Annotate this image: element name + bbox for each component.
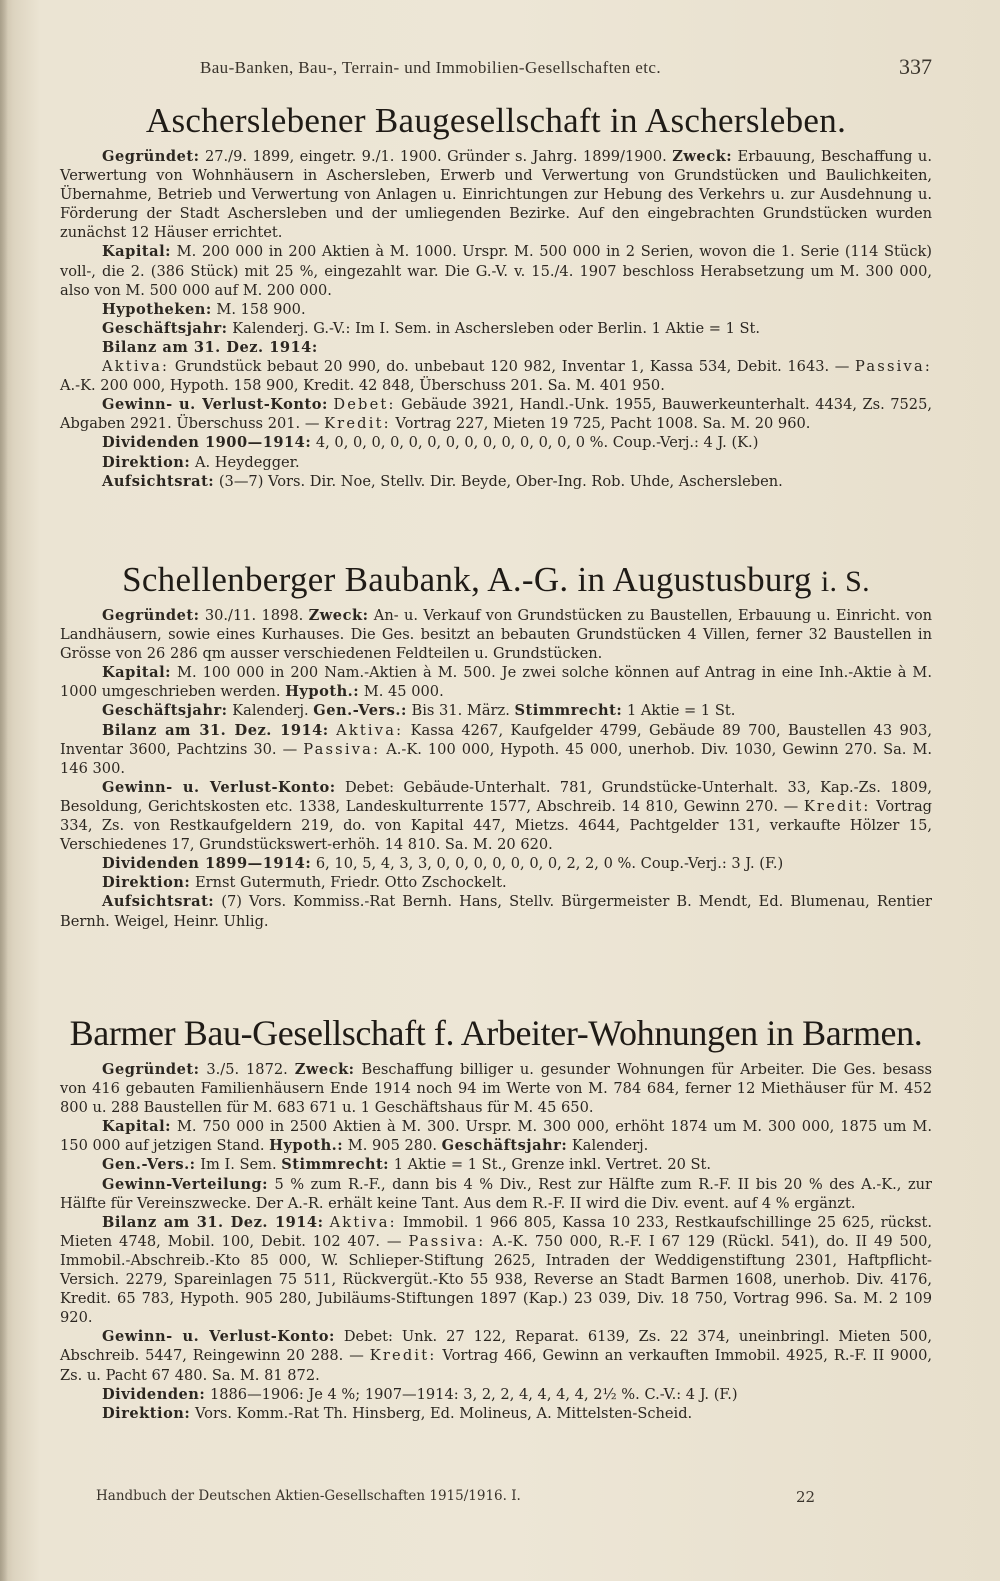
field-label: Kapital: (102, 243, 172, 261)
entry-paragraph (60, 1155, 932, 1174)
field-text: An- u. Verkauf von Grundstücken zu Baustellen, Erbauung u. Einricht. von Landhäusern, sowie eines Kurhauses. Die Ges. besitzt an bebauten Grundstücken 4 Villen, ferner 32 Baustellen in Grösse von 26 286 qm ausser verschiedenen Feldteilen u. Grundstücken. (60, 607, 933, 663)
field-text: 1886—1906: Je 4 %; 1907—1914: 3, 2, 2, 4, 4, 4, 4, 2½ %. C.-V.: 4 J. (F.) (209, 1385, 738, 1403)
field-sublabel: Aktiva: (336, 721, 404, 739)
field-sublabel: Aktiva: (329, 1213, 397, 1231)
company-title (60, 560, 932, 600)
entry-paragraph (60, 1404, 932, 1423)
field-label: Gen.-Vers.: (102, 1156, 196, 1174)
entry-paragraph (60, 873, 932, 892)
field-text: Debet: Unk. 27 122, Reparat. 6139, Zs. 22 374, uneinbringl. Mieten 500, Abschreib. 5447, Reingewinn 20 288. — (60, 1328, 933, 1365)
field-label: Aufsichtsrat: (102, 893, 215, 911)
field-label: Gegründet: (102, 607, 200, 624)
field-text: M. 750 000 in 2500 Aktien à M. 300. Urspr. M. 300 000, erhöht 1874 um M. 300 000, 1875 um M. 150 000 auf jetzigen Stand. (60, 1118, 932, 1155)
entry-body (60, 1060, 932, 1423)
field-text: M. 200 000 in 200 Aktien à M. 1000. Urspr. M. 500 000 in 2 Serien, wovon die 1. Serie (114 Stück) voll-, die 2. (386 Stück) mit 25 %, eingezahlt war. Die G.-V. v. 15./4. 1907 beschloss Herabsetzung um M. 300 000, also von M. 500 000 auf M. 200 000. (60, 243, 932, 299)
entry-paragraph (60, 606, 932, 663)
field-sublabel: Aktiva: (102, 358, 170, 376)
entry-paragraph (60, 1175, 932, 1213)
field-text: Bis 31. März. (411, 702, 510, 720)
entry-paragraph (60, 854, 932, 873)
field-label: Geschäftsjahr: (441, 1137, 568, 1155)
field-label: Aufsichtsrat: (102, 472, 215, 490)
field-label: Stimmrecht: (281, 1156, 390, 1174)
page-binding-shadow (0, 0, 8, 1581)
field-sublabel: Kredit: (803, 797, 871, 815)
company-entry-aschersleben (60, 101, 932, 491)
field-label: Bilanz am 31. Dez. 1914: (102, 1213, 324, 1231)
company-title-main: Schellenberger Baubank, A.-G. in Augustusburg (122, 560, 812, 599)
field-label: Stimmrecht: (514, 702, 623, 720)
field-text: Vortrag 334, Zs. von Restkaufgeldern 219, do. von Kapital 447, Mietzs. 4644, Pachtgelder 131, verkaufte Hölzer 15, Verschiedenes 17, Grundstückswert-erhöh. 14 810. Sa. M. 20 620. (60, 797, 932, 854)
field-text: Vortrag 227, Mieten 19 725, Pacht 1008. Sa. M. 20 960. (395, 415, 811, 433)
entry-paragraph (60, 300, 932, 319)
entry-paragraph (60, 701, 932, 720)
field-label: Dividenden 1900—1914: (102, 434, 312, 452)
field-label: Kapital: (102, 1118, 172, 1136)
field-text: 3./5. 1872. (206, 1061, 288, 1078)
field-text: Debet: Gebäude-Unterhalt. 781, Grundstücke-Unterhalt. 33, Kap.-Zs. 1809, Besoldung, Gerichtskosten etc. 1338, Landeskulturrente 1577, Abschreib. 14 810, Gewinn 270. — (60, 778, 932, 815)
running-title: Bau-Banken, Bau-, Terrain- und Immobilien-Gesellschaften etc. (200, 58, 661, 77)
entry-paragraph (60, 1327, 932, 1384)
field-text: Erbauung, Beschaffung u. Verwertung von Wohnhäusern in Aschersleben, Erwerb und Verwertung von Grundstücken und Baulichkeiten, Übernahme, Betrieb und Verwertung von Anlagen u. Einrichtungen zur Hebung des Verkehrs u. zur Ausdehnung u. Förderung der Stadt Aschersleben und der umliegenden Bezirke. Auf den eingebrachten Grundstücken wurden zunächst 12 Häuser errichtet. (60, 148, 932, 242)
field-label: Gewinn- u. Verlust-Konto: (102, 778, 336, 796)
field-label: Direktion: (102, 453, 191, 471)
field-text: Vors. Komm.-Rat Th. Hinsberg, Ed. Molineus, A. Mittelsten-Scheid. (194, 1404, 693, 1422)
field-label: Gen.-Vers.: (313, 702, 407, 720)
entry-paragraph (60, 319, 932, 338)
field-text: (7) Vors. Kommiss.-Rat Bernh. Hans, Stellv. Bürgermeister B. Mendt, Ed. Blumenau, Rentier Bernh. Weigel, Heinr. Uhlig. (60, 893, 933, 930)
field-label: Direktion: (102, 1404, 191, 1422)
field-text: 27./9. 1899, eingetr. 9./1. 1900. Gründer s. Jahrg. 1899/1900. (204, 148, 667, 165)
field-text: Kalenderj. (571, 1137, 649, 1155)
entry-body (60, 147, 932, 491)
field-text: 5 % zum R.-F., dann bis 4 % Div., Rest zur Hälfte zum R.-F. II bis 20 % des A.-K., zur Hälfte für Vereinszwecke. Der A.-R. erhält keine Tant. Aus dem R.-F. II wird die Div. event. auf 4 % ergänzt. (60, 1175, 933, 1212)
field-label: Gegründet: (102, 148, 200, 165)
field-label: Bilanz am 31. Dez. 1914: (102, 338, 318, 356)
entry-paragraph (60, 433, 932, 452)
field-label: Zweck: (294, 1061, 355, 1078)
company-title-suffix: i. S. (820, 565, 870, 598)
field-label: Dividenden: (102, 1385, 206, 1403)
entry-paragraph (60, 147, 932, 242)
entry-paragraph (60, 338, 932, 357)
field-text: Vortrag 466, Gewinn an verkauften Immobil. 4925, R.-F. II 9000, Zs. u. Pacht 67 480. Sa. M. 81 872. (60, 1347, 933, 1384)
field-text: M. 905 280. (347, 1137, 438, 1155)
field-text: A.-K. 100 000, Hypoth. 45 000, unerhob. Div. 1030, Gewinn 270. Sa. M. 146 300. (60, 740, 933, 777)
company-title: Ascherslebener Baugesellschaft in Aschersleben. (145, 101, 847, 140)
field-label: Dividenden 1899—1914: (102, 855, 312, 873)
page-number: 337 (899, 54, 932, 79)
entry-paragraph (60, 453, 932, 472)
field-text: Kalenderj. (232, 702, 309, 720)
entry-paragraph (60, 892, 932, 930)
entry-paragraph (60, 357, 932, 395)
signature-number: 22 (796, 1488, 816, 1506)
field-text: 1 Aktie = 1 St., Grenze inkl. Vertret. 20 St. (393, 1156, 712, 1174)
field-label: Zweck: (308, 607, 369, 624)
field-text: (3—7) Vors. Dir. Noe, Stellv. Dir. Beyde, Ober-Ing. Rob. Uhde, Aschersleben. (218, 472, 783, 490)
company-entry-barmen (60, 1012, 932, 1423)
entry-paragraph (60, 663, 932, 701)
field-label: Geschäftsjahr: (102, 319, 228, 337)
field-text: Im I. Sem. (200, 1156, 277, 1174)
field-text: 1 Aktie = 1 St. (626, 702, 736, 720)
field-text: 6, 10, 5, 4, 3, 3, 0, 0, 0, 0, 0, 0, 0, 2, 2, 0 %. Coup.-Verj.: 3 J. (F.) (315, 855, 784, 873)
field-label: Gewinn-Verteilung: (102, 1175, 268, 1193)
field-text: Kalenderj. G.-V.: Im I. Sem. in Aschersleben oder Berlin. 1 Aktie = 1 St. (232, 319, 761, 337)
field-text: Immobil. 1 966 805, Kassa 10 233, Restkaufschillinge 25 625, rückst. Mieten 4748, Mobil. 100, Debit. 102 407. — (60, 1213, 933, 1250)
field-label: Bilanz am 31. Dez. 1914: (102, 721, 329, 739)
field-text: Kassa 4267, Kaufgelder 4799, Gebäude 89 700, Baustellen 43 903, Inventar 3600, Pachtzins 30. — (60, 721, 933, 758)
field-text: M. 45 000. (363, 683, 444, 701)
field-label: Hypotheken: (102, 300, 212, 318)
field-label: Kapital: (102, 664, 172, 682)
field-sublabel: Kredit: (369, 1347, 437, 1365)
field-text: Ernst Gutermuth, Friedr. Otto Zschockelt. (194, 874, 507, 892)
field-label: Hypoth.: (269, 1137, 344, 1155)
entry-paragraph (60, 778, 932, 854)
field-sublabel: Passiva: (855, 358, 933, 376)
field-text: M. 158 900. (216, 300, 306, 318)
field-text: 4, 0, 0, 0, 0, 0, 0, 0, 0, 0, 0, 0, 0, 0, 0 %. Coup.-Verj.: 4 J. (K.) (315, 434, 759, 452)
page-footer (96, 1488, 876, 1504)
entry-paragraph (60, 472, 932, 491)
field-label: Gegründet: (102, 1061, 200, 1078)
field-sublabel: Passiva: (303, 740, 381, 758)
field-sublabel: Passiva: (408, 1232, 486, 1250)
field-label: Direktion: (102, 874, 191, 892)
field-sublabel: Kredit: (324, 415, 391, 433)
entry-paragraph (60, 1060, 932, 1117)
company-title: Barmer Bau-Gesellschaft f. Arbeiter-Wohnungen in Barmen. (69, 1013, 923, 1053)
entry-paragraph (60, 1117, 932, 1155)
entry-paragraph (60, 1213, 932, 1328)
footer-imprint: Handbuch der Deutschen Aktien-Gesellschaften 1915/1916. I. (96, 1488, 521, 1504)
field-sublabel: Debet: (333, 396, 396, 414)
entry-paragraph (60, 721, 932, 778)
entry-paragraph (60, 1385, 932, 1404)
entry-body (60, 606, 932, 931)
field-text: A.-K. 200 000, Hypoth. 158 900, Kredit. 42 848, Überschuss 201. Sa. M. 401 950. (60, 377, 665, 395)
running-header (60, 54, 932, 84)
field-text: A.-K. 750 000, R.-F. I 67 129 (Rückl. 541), do. II 49 500, Immobil.-Abschreib.-Kto 85 000, W. Schlieper-Stiftung 2625, Intraden der Weddigenstiftung 2301, Haftpflicht-Versich. 2279, Spareinlagen 75 511, Rückvergüt.-Kto 55 938, Reverse an Stadt Barmen 1608, unerhob. Div. 4176, Kredit. 65 783, Hypoth. 905 280, Jubiläums-Stiftungen 1897 (Kap.) 23 039, Div. 18 750, Vortrag 996. Sa. M. 2 109 920. (60, 1232, 933, 1327)
field-text: A. Heydegger. (194, 453, 300, 471)
field-text: Gebäude 3921, Handl.-Unk. 1955, Bauwerkeunterhalt. 4434, Zs. 7525, Abgaben 2921. Überschuss 201. — (60, 396, 932, 433)
field-label: Gewinn- u. Verlust-Konto: (102, 1328, 335, 1346)
field-text: Grundstück bebaut 20 990, do. unbebaut 120 982, Inventar 1, Kassa 534, Debit. 1643. — (174, 358, 850, 376)
field-label: Gewinn- u. Verlust-Konto: (102, 396, 328, 414)
field-label: Geschäftsjahr: (102, 702, 228, 720)
field-label: Hypoth.: (285, 683, 360, 701)
company-entry-schellenberger (60, 560, 932, 931)
field-label: Zweck: (672, 148, 733, 165)
field-text: 30./11. 1898. (204, 607, 304, 624)
field-text: M. 100 000 in 200 Nam.-Aktien à M. 500. Je zwei solche können auf Antrag in eine Inh.-Aktie à M. 1000 umgeschrieben werden. (60, 664, 932, 701)
entry-paragraph (60, 395, 932, 433)
field-text: Beschaffung billiger u. gesunder Wohnungen für Arbeiter. Die Ges. besass von 416 gebauten Familienhäusern Ende 1914 noch 94 im Werte von M. 784 684, ferner 12 Miethäuser für M. 452 800 u. 288 Baustellen für M. 683 671 u. 1 Geschäftshaus für M. 45 650. (60, 1061, 933, 1117)
entry-paragraph (60, 242, 932, 299)
